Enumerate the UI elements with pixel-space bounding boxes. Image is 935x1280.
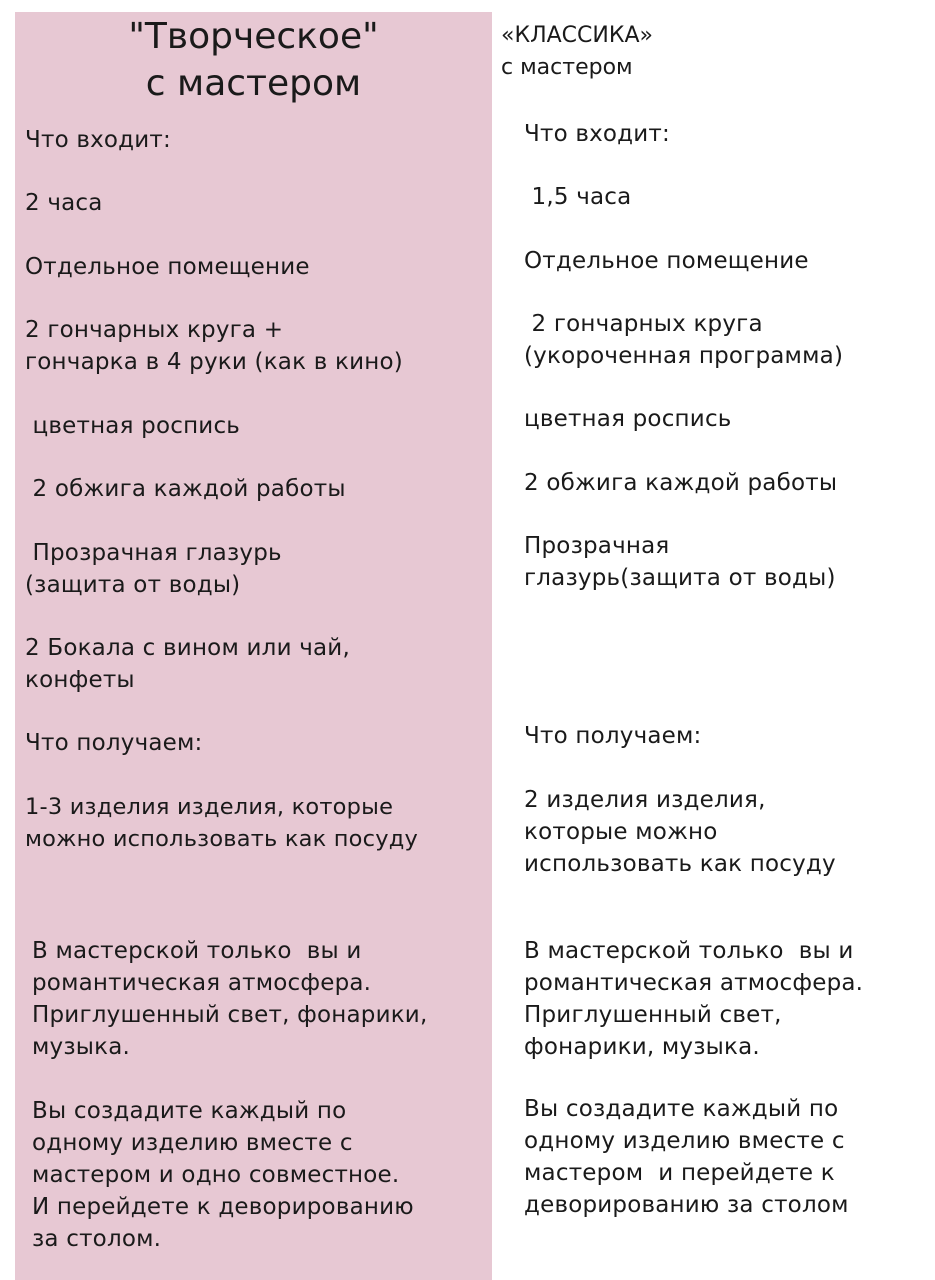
creative-firing: 2 обжига каждой работы — [25, 476, 346, 502]
creative-painting: цветная роспись — [25, 413, 241, 439]
creative-result: 1-3 изделия изделия, которые можно использовать как посуду — [25, 794, 419, 852]
classic-title: «КЛАССИКА» — [501, 23, 653, 48]
classic-process: Вы создадите каждый по одному изделию вместе с мастером и перейдете к деворированию за столом — [524, 1096, 849, 1218]
classic-includes-label: Что входит: — [524, 121, 670, 147]
classic-painting: цветная роспись — [524, 406, 732, 432]
classic-result-label: Что получаем: — [524, 723, 702, 749]
creative-process: Вы создадите каждый по одному изделию вместе с мастером и одно совместное. И перейдете к деворированию за столом. — [32, 1098, 414, 1252]
classic-wheels: 2 гончарных круга (укороченная программа) — [524, 311, 844, 369]
creative-title: "Творческое" — [128, 16, 379, 57]
creative-includes-label: Что входит: — [25, 127, 171, 153]
creative-wheels: 2 гончарных круга + гончарка в 4 руки (как в кино) — [25, 317, 403, 375]
creative-subtitle: с мастером — [145, 63, 362, 104]
classic-atmosphere: В мастерской только вы и романтическая атмосфера. Приглушенный свет, фонарики, музыка. — [524, 938, 864, 1060]
creative-room: Отдельное помещение — [25, 254, 310, 280]
classic-glaze: Прозрачная глазурь(защита от воды) — [524, 533, 836, 591]
classic-result: 2 изделия изделия, которые можно использовать как посуду — [524, 787, 836, 877]
creative-result-label: Что получаем: — [25, 730, 203, 756]
creative-duration: 2 часа — [25, 190, 103, 216]
classic-duration: 1,5 часа — [524, 184, 632, 210]
classic-subtitle: с мастером — [501, 55, 633, 80]
creative-atmosphere: В мастерской только вы и романтическая атмосфера. Приглушенный свет, фонарики, музыка. — [32, 938, 428, 1060]
classic-room: Отдельное помещение — [524, 248, 809, 274]
classic-firing: 2 обжига каждой работы — [524, 470, 838, 496]
creative-glaze: Прозрачная глазурь (защита от воды) — [25, 540, 282, 598]
creative-drinks: 2 Бокала с вином или чай, конфеты — [25, 635, 350, 693]
